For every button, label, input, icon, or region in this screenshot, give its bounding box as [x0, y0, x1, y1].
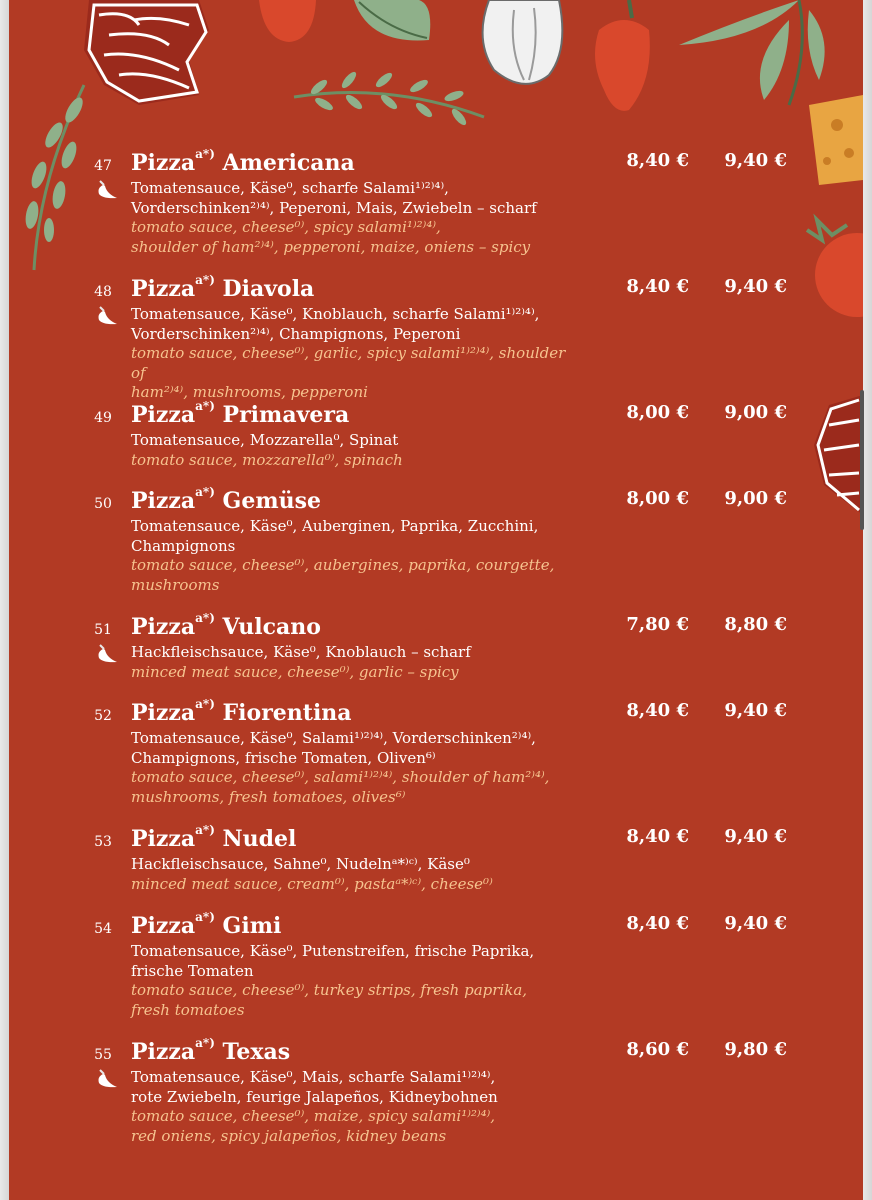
allergen-mark: a*) — [195, 398, 215, 413]
price-large: 8,80 € — [724, 614, 787, 635]
item-name-prefix: Pizza — [131, 913, 196, 939]
price-small: 8,40 € — [626, 700, 689, 721]
item-title — [131, 484, 321, 514]
description-de-line: Hackfleischsauce, Käse⁰, Knoblauch – scharf — [131, 643, 471, 661]
description-de-line: Tomatensauce, Mozzarella⁰, Spinat — [131, 431, 399, 449]
price-small: 8,40 € — [626, 276, 689, 297]
price-small: 8,60 € — [626, 1039, 689, 1060]
description-de-line: Champignons, frische Tomaten, Oliven⁶⁾ — [131, 748, 436, 767]
allergen-mark: a*) — [195, 822, 215, 837]
item-description-de — [131, 942, 581, 981]
description-en-line: tomato sauce, cheese⁰⁾, salami¹⁾²⁾⁴⁾, shoulder of ham²⁾⁴⁾, — [131, 768, 550, 786]
description-de-line: Tomatensauce, Käse⁰, Putenstreifen, frische Paprika, — [131, 942, 535, 960]
item-title — [131, 610, 321, 640]
price-large: 9,40 € — [724, 826, 787, 847]
description-en-line: tomato sauce, cheese⁰⁾, garlic, spicy salami¹⁾²⁾⁴⁾, shoulder of — [131, 344, 566, 382]
menu-item — [9, 146, 863, 270]
description-de-line: Hackfleischsauce, Sahne⁰, Nudelnᵃ*⁾ᶜ⁾, Käse⁰ — [131, 855, 470, 873]
item-name: Vulcano — [214, 614, 321, 640]
description-de-line: Tomatensauce, Käse⁰, Auberginen, Paprika, Zucchini, — [131, 517, 539, 535]
description-en-line: fresh tomatoes — [131, 1000, 245, 1019]
item-title — [131, 909, 282, 939]
allergen-mark: a*) — [195, 696, 215, 711]
chili-icon — [95, 644, 119, 664]
price-small: 8,00 € — [626, 402, 689, 423]
allergen-mark: a*) — [195, 272, 215, 287]
description-de-line: Tomatensauce, Käse⁰, Knoblauch, scharfe Salami¹⁾²⁾⁴⁾, — [131, 305, 540, 323]
chili-icon — [95, 1069, 119, 1089]
allergen-mark: a*) — [195, 1035, 215, 1050]
basil-leaf-icon — [669, 0, 839, 110]
rosemary-icon — [289, 62, 489, 127]
item-name-prefix: Pizza — [131, 150, 196, 176]
allergen-mark: a*) — [195, 146, 215, 161]
price-large: 9,40 € — [724, 700, 787, 721]
price-large: 9,00 € — [724, 402, 787, 423]
item-number: 55 — [94, 1047, 112, 1063]
item-number: 47 — [94, 158, 112, 174]
item-name-prefix: Pizza — [131, 826, 196, 852]
allergen-mark: a*) — [195, 909, 215, 924]
ham-slice-icon — [79, 0, 219, 110]
item-number: 52 — [94, 708, 112, 724]
price-small: 8,40 € — [626, 913, 689, 934]
description-en-line: tomato sauce, cheese⁰⁾, maize, spicy salami¹⁾²⁾⁴⁾, — [131, 1107, 496, 1125]
description-de-line: Champignons — [131, 536, 236, 555]
item-name-prefix: Pizza — [131, 700, 196, 726]
item-description-en — [131, 451, 581, 471]
item-description-de — [131, 305, 581, 344]
description-en-line: mushrooms, fresh tomatoes, olives⁶⁾ — [131, 787, 406, 806]
item-description-en — [131, 1107, 581, 1146]
menu-item — [9, 696, 863, 820]
left-margin — [0, 0, 9, 1200]
item-description-en — [131, 663, 581, 683]
item-description-de — [131, 1068, 581, 1107]
price-small: 8,40 € — [626, 150, 689, 171]
item-name: Fiorentina — [214, 700, 352, 726]
item-name: Gimi — [214, 913, 282, 939]
price-small: 7,80 € — [626, 614, 689, 635]
description-de-line: Vorderschinken²⁾⁴⁾, Peperoni, Mais, Zwiebeln – scharf — [131, 198, 537, 217]
item-description-en — [131, 218, 581, 257]
item-name-prefix: Pizza — [131, 276, 196, 302]
description-de-line: Tomatensauce, Käse⁰, Salami¹⁾²⁾⁴⁾, Vorderschinken²⁾⁴⁾, — [131, 729, 536, 747]
item-name: Primavera — [214, 402, 350, 428]
item-description-de — [131, 855, 581, 875]
price-large: 9,00 € — [724, 488, 787, 509]
price-small: 8,00 € — [626, 488, 689, 509]
item-number: 53 — [94, 834, 112, 850]
description-de-line: Tomatensauce, Käse⁰, scharfe Salami¹⁾²⁾⁴⁾, — [131, 179, 449, 197]
item-description-en — [131, 344, 581, 403]
price-large: 9,40 € — [724, 276, 787, 297]
item-description-en — [131, 556, 581, 595]
item-number: 50 — [94, 496, 112, 512]
description-en-line: tomato sauce, cheese⁰⁾, spicy salami¹⁾²⁾⁴⁾, — [131, 218, 441, 236]
allergen-mark: a*) — [195, 610, 215, 625]
description-en-line: red oniens, spicy jalapeños, kidney beans — [131, 1126, 447, 1145]
item-name: Texas — [214, 1039, 291, 1065]
description-en-line: ham²⁾⁴⁾, mushrooms, pepperoni — [131, 383, 368, 401]
tomato-icon — [254, 0, 324, 45]
item-title — [131, 1035, 291, 1065]
item-name: Nudel — [214, 826, 297, 852]
item-name-prefix: Pizza — [131, 402, 196, 428]
item-number: 51 — [94, 622, 112, 638]
chili-icon — [95, 180, 119, 200]
description-en-line: tomato sauce, cheese⁰⁾, turkey strips, fresh paprika, — [131, 981, 528, 999]
item-description-en — [131, 981, 581, 1020]
menu-page — [9, 0, 863, 1200]
item-title — [131, 146, 355, 176]
description-de-line: Tomatensauce, Käse⁰, Mais, scharfe Salami¹⁾²⁾⁴⁾, — [131, 1068, 496, 1086]
item-description-de — [131, 643, 581, 663]
item-description-de — [131, 431, 581, 451]
description-en-line: minced meat sauce, cream⁰⁾, pastaᵃ*⁾ᶜ⁾, cheese⁰⁾ — [131, 874, 493, 893]
right-margin — [863, 0, 872, 1200]
item-name-prefix: Pizza — [131, 488, 196, 514]
price-large: 9,40 € — [724, 913, 787, 934]
price-large: 9,80 € — [724, 1039, 787, 1060]
item-name: Gemüse — [214, 488, 321, 514]
basil-leaf-icon — [349, 0, 439, 50]
item-title — [131, 398, 350, 428]
item-title — [131, 822, 297, 852]
description-en-line: minced meat sauce, cheese⁰⁾, garlic – spicy — [131, 662, 459, 681]
item-number: 49 — [94, 410, 112, 426]
item-title — [131, 272, 315, 302]
price-small: 8,40 € — [626, 826, 689, 847]
pepper-icon — [584, 0, 664, 115]
item-description-en — [131, 768, 581, 807]
menu-item — [9, 1035, 863, 1159]
menu-item — [9, 272, 863, 401]
item-name: Diavola — [214, 276, 315, 302]
item-number: 54 — [94, 921, 112, 937]
item-description-de — [131, 517, 581, 556]
description-en-line: shoulder of ham²⁾⁴⁾, pepperoni, maize, oniens – spicy — [131, 237, 531, 256]
item-description-en — [131, 875, 581, 895]
description-en-line: tomato sauce, cheese⁰⁾, aubergines, paprika, courgette, — [131, 556, 555, 574]
description-en-line: tomato sauce, mozzarella⁰⁾, spinach — [131, 450, 403, 469]
item-name-prefix: Pizza — [131, 1039, 196, 1065]
description-en-line: mushrooms — [131, 575, 220, 594]
item-title — [131, 696, 352, 726]
allergen-mark: a*) — [195, 484, 215, 499]
item-number: 48 — [94, 284, 112, 300]
item-description-de — [131, 179, 581, 218]
item-name: Americana — [214, 150, 355, 176]
garlic-icon — [469, 0, 579, 90]
item-description-de — [131, 729, 581, 768]
description-de-line: rote Zwiebeln, feurige Jalapeños, Kidneybohnen — [131, 1087, 498, 1106]
description-de-line: frische Tomaten — [131, 961, 254, 980]
menu-item — [9, 484, 863, 608]
item-name-prefix: Pizza — [131, 614, 196, 640]
scrollbar-thumb[interactable] — [860, 390, 864, 530]
price-large: 9,40 € — [724, 150, 787, 171]
chili-icon — [95, 306, 119, 326]
description-de-line: Vorderschinken²⁾⁴⁾, Champignons, Peperoni — [131, 324, 461, 343]
menu-item — [9, 909, 863, 1033]
